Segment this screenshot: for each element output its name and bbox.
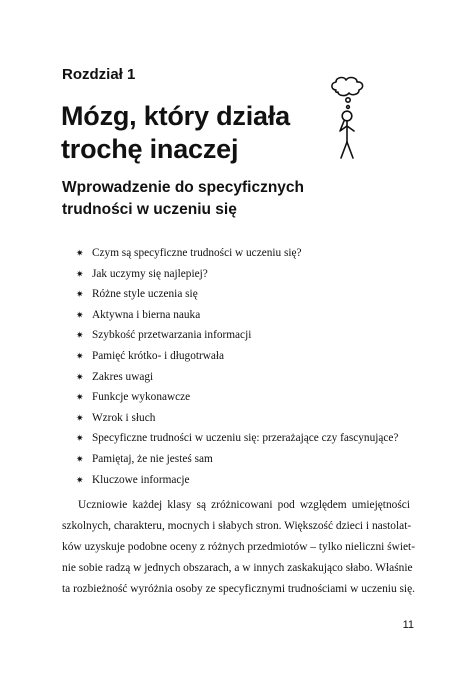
chapter-label: Rozdział 1 (62, 66, 136, 83)
bullet-icon: ✷ (76, 392, 84, 403)
bullet-icon: ✷ (76, 371, 84, 382)
bullet-icon: ✷ (76, 309, 84, 320)
topic-label: Kluczowe informacje (92, 473, 190, 486)
bullet-icon: ✷ (76, 248, 84, 258)
topic-label: Pamięć krótko- i długotrwała (92, 349, 225, 362)
topic-item (76, 243, 398, 264)
subtitle-line-2: trudności w uczeniu się (62, 201, 237, 218)
bullet-icon: ✷ (76, 268, 84, 279)
subtitle-line-1: Wprowadzenie do specyficznych (62, 179, 305, 196)
topic-label: Zakres uwagi (92, 370, 154, 383)
topic-label: Funkcje wykonawcze (92, 391, 191, 404)
topic-item (76, 264, 398, 285)
bullet-icon: ✷ (76, 412, 84, 423)
topic-label: Czym są specyficzne trudności w uczeniu się? (92, 247, 302, 259)
chapter-title-line-2: trochę inaczej (61, 134, 239, 164)
topic-item (76, 449, 398, 470)
intro-line: Uczniowie każdej klasy są zróżnicowani pod względem umiejętności (78, 499, 410, 511)
thinking-stick-figure-icon (327, 76, 373, 164)
page-number: 11 (402, 619, 414, 631)
intro-paragraph (62, 495, 416, 600)
topics-list (76, 243, 398, 490)
topic-item (76, 367, 398, 388)
topic-label: Szybkość przetwarzania informacji (92, 329, 252, 342)
topic-label: Różne style uczenia się (92, 288, 198, 301)
intro-line: szkolnych, charakteru, mocnych i słabych stron. Większość dzieci i nastolat- (62, 520, 412, 532)
topic-label: Aktywna i bierna nauka (92, 308, 201, 321)
chapter-title-line-1: Mózg, który działa (61, 101, 290, 131)
topic-label: Jak uczymy się najlepiej? (92, 267, 208, 280)
topic-item (76, 325, 398, 346)
intro-line: ta rozbieżność wyróżnia osoby ze specyficznymi trudnościami w uczeniu się. (62, 583, 415, 595)
chapter-subtitle (62, 177, 304, 221)
topic-item (76, 387, 398, 408)
intro-line: nie sobie radzą w jednych obszarach, a w innych zaskakująco słabo. Właśnie (62, 562, 413, 574)
topic-item (76, 305, 398, 326)
chapter-title (61, 100, 290, 166)
bullet-icon: ✷ (76, 289, 84, 300)
topic-label: Specyficzne trudności w uczeniu się: przerażające czy fascynujące? (92, 432, 399, 445)
bullet-icon: ✷ (76, 474, 84, 485)
bullet-icon: ✷ (76, 433, 84, 444)
topic-label: Pamiętaj, że nie jesteś sam (92, 452, 213, 465)
topic-item (76, 346, 398, 367)
intro-line: ków uzyskuje podobne oceny z różnych przedmiotów – tylko nieliczni świet- (62, 541, 416, 553)
topic-item (76, 408, 398, 429)
bullet-icon: ✷ (76, 330, 84, 341)
bullet-icon: ✷ (76, 350, 84, 361)
bullet-icon: ✷ (76, 453, 84, 464)
topic-label: Wzrok i słuch (92, 411, 156, 424)
topic-item (76, 428, 398, 449)
topic-item (76, 470, 398, 491)
topic-item (76, 284, 398, 305)
